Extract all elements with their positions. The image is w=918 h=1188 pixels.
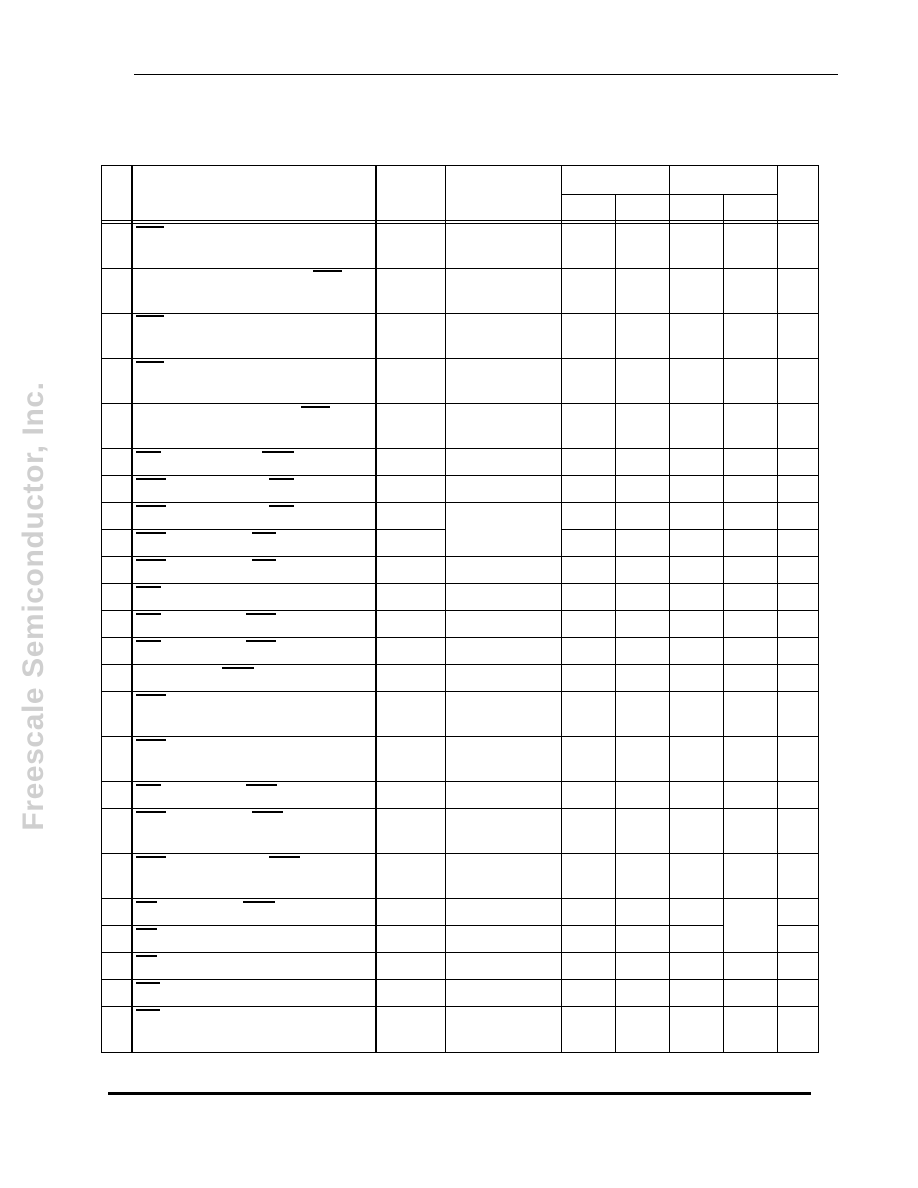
header-rule (134, 74, 838, 75)
table-frame (101, 165, 819, 1053)
footer-rule (108, 1092, 811, 1095)
watermark-text: Freescale Semiconductor, Inc. (17, 381, 50, 831)
